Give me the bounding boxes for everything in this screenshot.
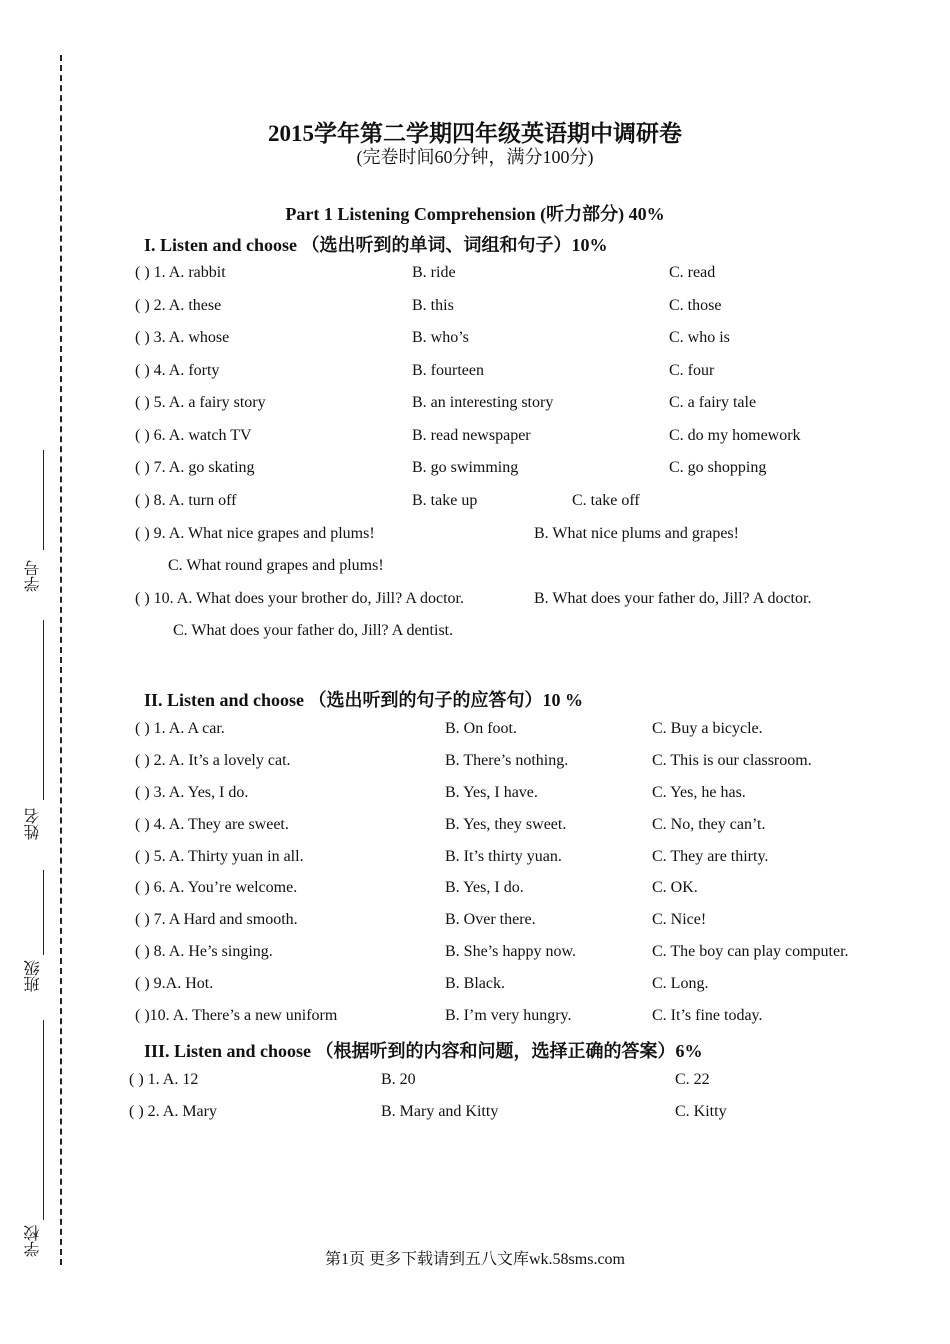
option-b: B. an interesting story — [412, 394, 554, 411]
question-text: ( )10. A. There’s a new uniform — [135, 1007, 338, 1024]
option-c: C. who is — [669, 329, 730, 346]
part1-heading: Part 1 Listening Comprehension (听力部分) 40% — [285, 204, 665, 224]
option-c: C. What does your father do, Jill? A dentist. — [173, 622, 454, 639]
question-text: ( ) 1. A. 12 — [129, 1071, 199, 1088]
question-text: ( ) 1. A. rabbit — [135, 264, 226, 281]
option-c: C. those — [669, 297, 722, 314]
option-c: C. Buy a bicycle. — [652, 720, 763, 737]
option-b: B. Yes, I have. — [445, 784, 538, 801]
question-text: ( ) 8. A. He’s singing. — [135, 943, 273, 960]
option-c: C. read — [669, 264, 716, 281]
question-text: ( ) 3. A. whose — [135, 329, 230, 346]
option-c: C. They are thirty. — [652, 848, 769, 865]
question-text: ( ) 2. A. It’s a lovely cat. — [135, 752, 291, 769]
student-number-label: 学号 — [25, 560, 42, 592]
option-c: C. go shopping — [669, 459, 767, 476]
question-text: ( ) 7. A Hard and smooth. — [135, 911, 298, 928]
option-b: B. who’s — [412, 329, 469, 346]
question-text: ( ) 5. A. Thirty yuan in all. — [135, 848, 304, 865]
option-b: B. 20 — [381, 1071, 416, 1088]
option-c: C. Kitty — [675, 1103, 727, 1120]
option-b: B. this — [412, 297, 454, 314]
option-c: C. Yes, he has. — [652, 784, 746, 801]
option-b: B. What nice plums and grapes! — [534, 525, 739, 542]
question-text: ( ) 1. A. A car. — [135, 720, 225, 737]
binding-line — [60, 55, 62, 1265]
school-label: 学校 — [25, 1225, 42, 1257]
option-c: C. 22 — [675, 1071, 710, 1088]
option-b: B. Mary and Kitty — [381, 1103, 499, 1120]
question-text: ( ) 10. A. What does your brother do, Jill? A doctor. — [135, 590, 464, 607]
option-b: B. Over there. — [445, 911, 536, 928]
option-c: C. It’s fine today. — [652, 1007, 763, 1024]
option-c: C. The boy can play computer. — [652, 943, 849, 960]
option-b: B. Yes, they sweet. — [445, 816, 567, 833]
option-c: C. OK. — [652, 879, 698, 896]
option-b: B. go swimming — [412, 459, 519, 476]
option-b: B. read newspaper — [412, 427, 531, 444]
option-c: C. No, they can’t. — [652, 816, 766, 833]
option-c: C. take off — [572, 492, 640, 509]
option-b: B. I’m very hungry. — [445, 1007, 572, 1024]
name-label: 姓名 — [25, 808, 42, 840]
question-text: ( ) 5. A. a fairy story — [135, 394, 266, 411]
option-c: C. What round grapes and plums! — [168, 557, 384, 574]
question-text: ( ) 8. A. turn off — [135, 492, 237, 509]
option-c: C. four — [669, 362, 715, 379]
question-text: ( ) 9. A. What nice grapes and plums! — [135, 525, 375, 542]
school-blank — [43, 1020, 44, 1220]
question-text: ( ) 6. A. watch TV — [135, 427, 252, 444]
page-title: 2015学年第二学期四年级英语期中调研卷 — [268, 121, 682, 146]
student-number-blank — [43, 450, 44, 550]
section2-heading: II. Listen and choose （选出听到的句子的应答句）10 % — [144, 690, 584, 710]
section3-heading: III. Listen and choose （根据听到的内容和问题，选择正确的答案）6% — [144, 1041, 703, 1061]
class-label: 班级 — [25, 960, 42, 992]
option-b: B. ride — [412, 264, 456, 281]
option-b: B. It’s thirty yuan. — [445, 848, 562, 865]
question-text: ( ) 4. A. forty — [135, 362, 220, 379]
question-text: ( ) 7. A. go skating — [135, 459, 255, 476]
option-b: B. take up — [412, 492, 478, 509]
page-footer: 第1页 更多下载请到五八文库wk.58sms.com — [324, 1251, 625, 1268]
section1-heading: I. Listen and choose （选出听到的单词、词组和句子）10% — [144, 235, 608, 255]
option-c: C. do my homework — [669, 427, 801, 444]
question-text: ( ) 4. A. They are sweet. — [135, 816, 289, 833]
name-blank — [43, 620, 44, 800]
option-b: B. There’s nothing. — [445, 752, 569, 769]
option-b: B. fourteen — [412, 362, 484, 379]
option-c: C. Long. — [652, 975, 709, 992]
option-b: B. Yes, I do. — [445, 879, 524, 896]
question-text: ( ) 6. A. You’re welcome. — [135, 879, 298, 896]
option-c: C. a fairy tale — [669, 394, 757, 411]
option-b: B. What does your father do, Jill? A doctor. — [534, 590, 812, 607]
question-text: ( ) 9.A. Hot. — [135, 975, 214, 992]
option-b: B. She’s happy now. — [445, 943, 576, 960]
class-blank — [43, 870, 44, 955]
option-c: C. This is our classroom. — [652, 752, 812, 769]
option-b: B. On foot. — [445, 720, 517, 737]
option-c: C. Nice! — [652, 911, 707, 928]
question-text: ( ) 2. A. these — [135, 297, 222, 314]
page-subtitle: (完卷时间60分钟，满分100分) — [356, 147, 594, 167]
question-text: ( ) 2. A. Mary — [129, 1103, 217, 1120]
option-b: B. Black. — [445, 975, 505, 992]
question-text: ( ) 3. A. Yes, I do. — [135, 784, 249, 801]
